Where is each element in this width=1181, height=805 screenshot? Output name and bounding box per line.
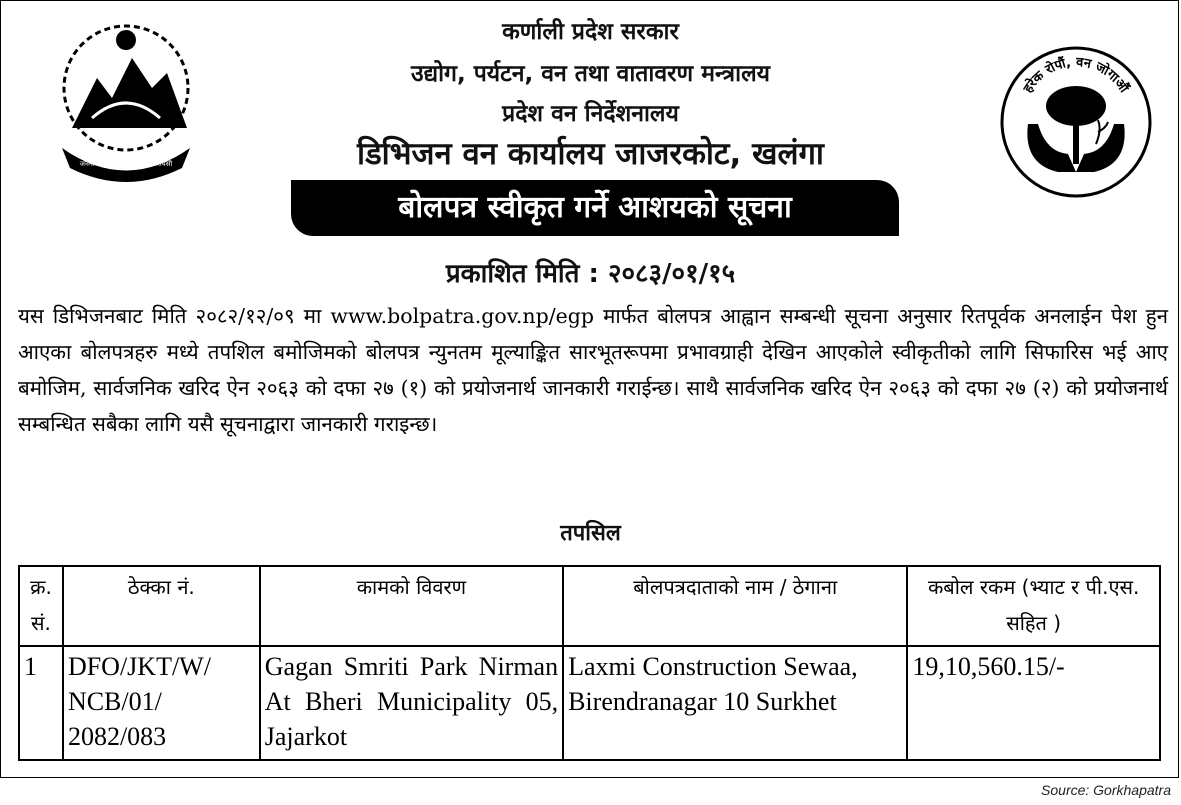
notice-banner	[291, 180, 899, 236]
province-government-title: कर्णाली प्रदेश सरकार	[502, 19, 679, 45]
notice-banner-text: बोलपत्र स्वीकृत गर्ने आशयको सूचना	[398, 190, 792, 225]
table-header-row	[19, 566, 1160, 646]
table-row	[19, 646, 1160, 760]
col-header-contract-no: ठेक्का नं.	[63, 566, 260, 646]
cell-amount: 19,10,560.15/-	[907, 646, 1160, 760]
cell-description: Gagan Smriti Park Nirman At Bheri Municipality 05, Jajarkot	[260, 646, 563, 760]
col-header-amount: कबोल रकम (भ्याट र पी.एस. सहित )	[907, 566, 1160, 646]
ministry-title: उद्योग, पर्यटन, वन तथा वातावरण मन्त्रालय	[410, 61, 771, 87]
office-title: डिभिजन वन कार्यालय जाजरकोट, खलंगा	[357, 136, 824, 172]
source-credit: Source: Gorkhapatra	[1041, 782, 1171, 798]
schedule-heading: तपसिल	[560, 521, 621, 546]
notice-body	[18, 298, 1168, 442]
emblem-motto: जननी जन्मभूमिश्च स्वर्गादपि गरीयसी	[79, 160, 173, 168]
bid-table	[18, 565, 1161, 761]
cell-contract-no: DFO/JKT/W/ NCB/01/ 2082/083	[63, 646, 260, 760]
published-date: प्रकाशित मिति : २०८३/०१/१५	[445, 259, 736, 289]
cell-sn: 1	[19, 646, 63, 760]
cell-bidder: Laxmi Construction Sewaa, Birendranagar 10 Surkhet	[563, 646, 907, 760]
directorate-title: प्रदेश वन निर्देशनालय	[502, 101, 679, 127]
col-header-sn: क्र. सं.	[19, 566, 63, 646]
logo-text: हरेक रोपौं, वन जोगाऔं	[1020, 55, 1132, 96]
col-header-bidder: बोलपत्रदाताको नाम / ठेगाना	[563, 566, 907, 646]
col-header-description: कामको विवरण	[260, 566, 563, 646]
notice-paragraph: यस डिभिजनबाट मिति २०८२/१२/०९ मा www.bolpatra.gov.np/egp मार्फत बोलपत्र आह्वान सम्बन्धी सूचना अनुसार रितपूर्वक अनलाईन पेश हुन आएका बोलपत्रहरु मध्ये तपशिल बमोजिमको बोलपत्र न्युनतम मूल्याङ्कित सारभूतरूपमा प्रभावग्राही देखिन आएकोले स्वीकृतीको लागि सिफारिस भई आए बमोजिम, सार्वजनिक खरिद ऐन २०६३ को दफा २७ (१) को प्रयोजनार्थ जानकारी गराईन्छ। साथै सार्वजनिक खरिद ऐन २०६३ को दफा २७ (२) को प्रयोजनार्थ सम्बन्धित सबैका लागि यसै सूचनाद्वारा जानकारी गराइन्छ।	[18, 304, 1168, 436]
